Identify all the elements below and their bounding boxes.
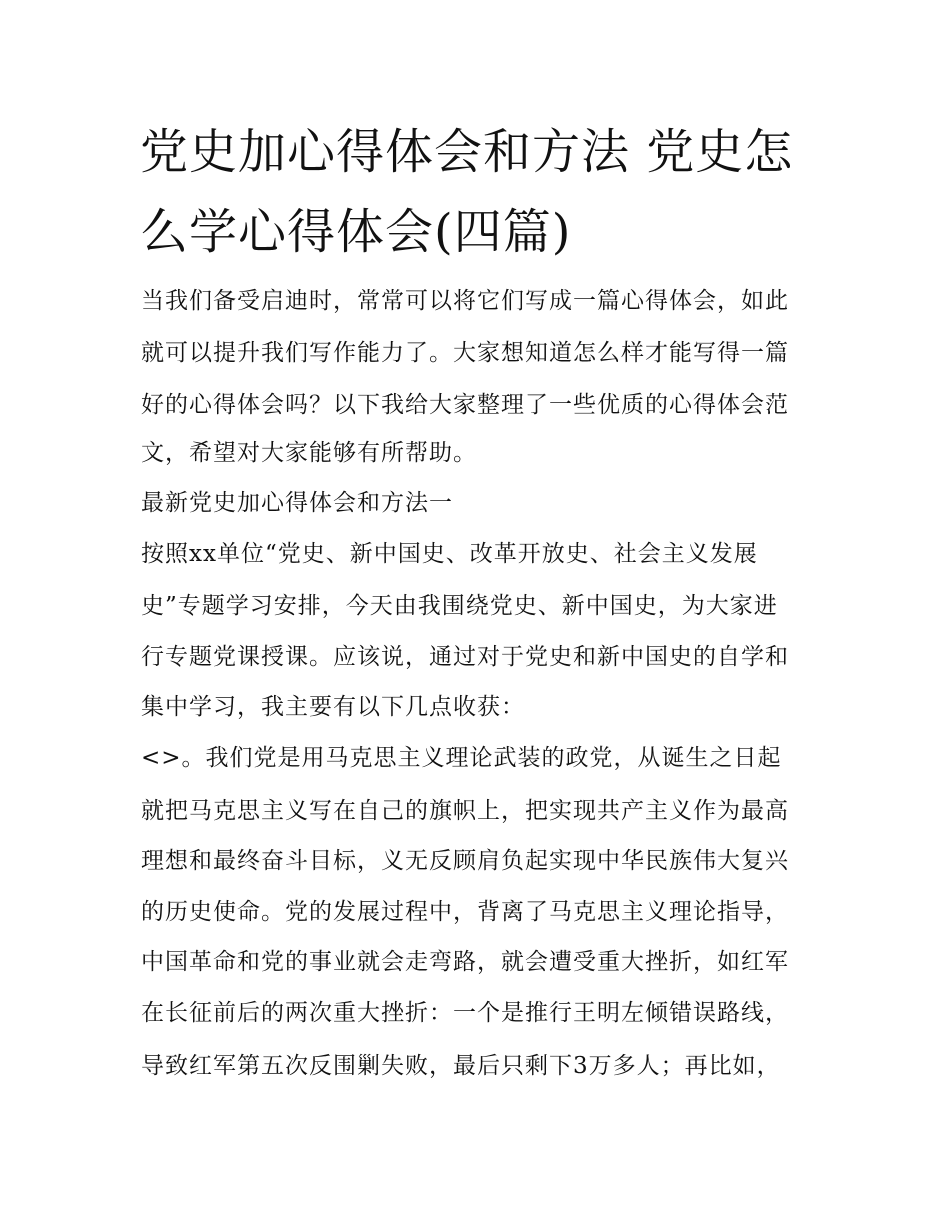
paragraph-line: 行专题党课授课。应该说，通过对于党史和新中国史的自学和 — [141, 644, 789, 670]
paragraph-line: 中国革命和党的事业就会走弯路，就会遭受重大挫折，如红军 — [141, 949, 789, 975]
paragraph-line: 文，希望对大家能够有所帮助。 — [141, 440, 477, 466]
document-title: 党史加心得体会和方法 党史怎么学心得体会(四篇) — [140, 124, 794, 260]
paragraph-line: <>。我们党是用马克思主义理论武装的政党，从诞生之日起 — [141, 745, 782, 771]
paragraph-line: 的历史使命。党的发展过程中，背离了马克思主义理论指导， — [141, 899, 789, 925]
paragraph-line: 好的心得体会吗？以下我给大家整理了一些优质的心得体会范 — [141, 392, 789, 418]
paragraph-line: 史”专题学习安排，今天由我围绕党史、新中国史，为大家进 — [141, 593, 778, 619]
paragraph-line: 在长征前后的两次重大挫折：一个是推行王明左倾错误路线， — [141, 1000, 789, 1026]
paragraph-line: 当我们备受启迪时，常常可以将它们写成一篇心得体会，如此 — [141, 288, 789, 314]
paragraph-line: 就把马克思主义写在自己的旗帜上，把实现共产主义作为最高 — [141, 798, 789, 824]
section-heading: 最新党史加心得体会和方法一 — [141, 490, 453, 516]
paragraph-line: 理想和最终奋斗目标，义无反顾肩负起实现中华民族伟大复兴 — [141, 848, 789, 874]
paragraph-line: 集中学习，我主要有以下几点收获： — [141, 694, 525, 720]
paragraph-line: 就可以提升我们写作能力了。大家想知道怎么样才能写得一篇 — [141, 340, 789, 366]
paragraph-line: 导致红军第五次反围剿失败，最后只剩下3万多人；再比如， — [141, 1053, 781, 1079]
paragraph-line: 按照xx单位“党史、新中国史、改革开放史、社会主义发展 — [141, 541, 758, 567]
